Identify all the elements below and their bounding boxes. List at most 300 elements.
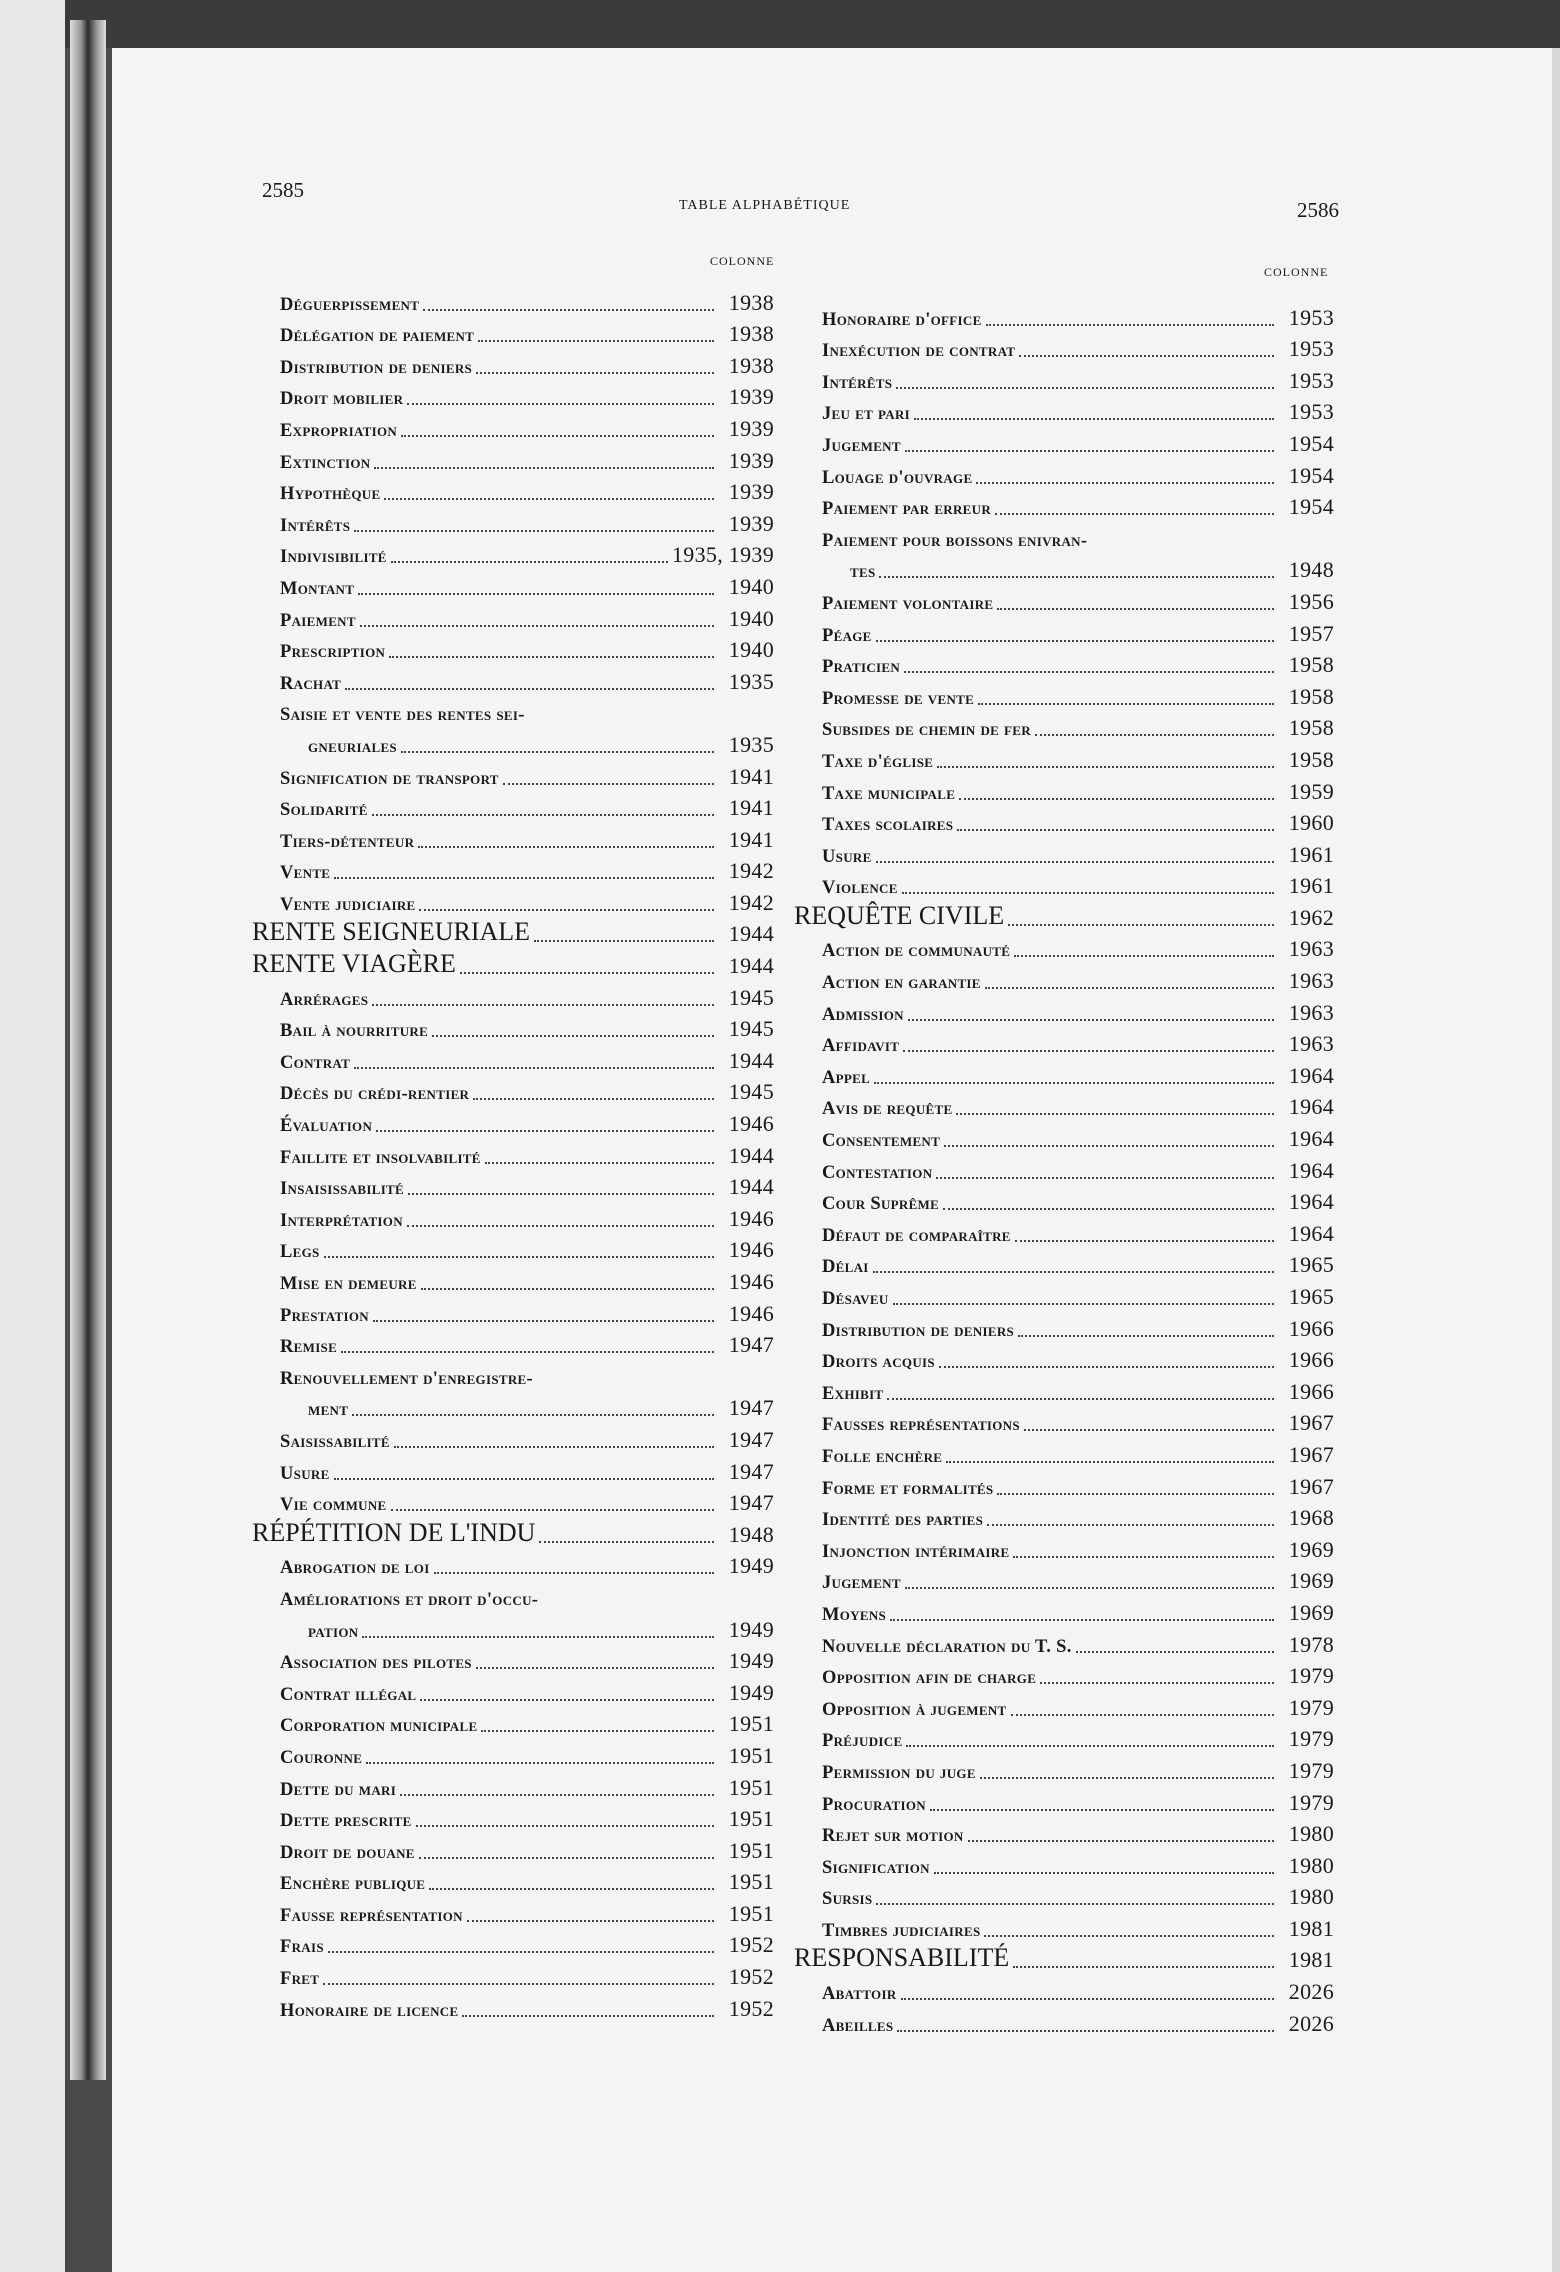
column-number: 1979 bbox=[1288, 1663, 1334, 1689]
entry-label: Enchère publique bbox=[280, 1874, 426, 1895]
column-number: 1945 bbox=[728, 984, 774, 1010]
index-entry bbox=[252, 1263, 774, 1295]
leader-dots bbox=[537, 1384, 714, 1385]
index-row bbox=[794, 2005, 1334, 2037]
leader-dots bbox=[408, 1192, 714, 1195]
leader-dots bbox=[943, 1207, 1274, 1210]
index-entry bbox=[794, 710, 1334, 742]
previous-page-edge bbox=[0, 0, 65, 2272]
index-entry bbox=[252, 821, 774, 853]
entry-label: Paiement bbox=[280, 610, 356, 631]
column-number: 1961 bbox=[1288, 841, 1334, 867]
index-entry bbox=[794, 1626, 1334, 1658]
column-number: 1944 bbox=[728, 1047, 774, 1073]
index-row bbox=[794, 647, 1334, 679]
index-entry bbox=[252, 600, 774, 632]
index-entry bbox=[794, 1184, 1334, 1216]
column-number: 1966 bbox=[1288, 1378, 1334, 1404]
column-number: 1947 bbox=[728, 1426, 774, 1452]
leader-dots bbox=[1024, 1428, 1274, 1431]
index-entry bbox=[252, 663, 774, 695]
index-row bbox=[794, 583, 1334, 615]
entry-label: Usure bbox=[280, 1463, 330, 1484]
leader-dots bbox=[968, 1839, 1274, 1842]
leader-dots bbox=[946, 1460, 1274, 1463]
entry-label: Forme et formalités bbox=[822, 1478, 994, 1499]
column-number: 1967 bbox=[1288, 1410, 1334, 1436]
column-number: 2026 bbox=[1288, 1979, 1334, 2005]
index-row bbox=[794, 1184, 1334, 1216]
index-entry bbox=[252, 379, 774, 411]
leader-dots bbox=[418, 845, 714, 848]
leader-dots bbox=[334, 1477, 714, 1480]
index-row bbox=[794, 1436, 1334, 1468]
column-number: 1947 bbox=[728, 1490, 774, 1516]
entry-label: Signification de transport bbox=[280, 768, 499, 789]
index-entry bbox=[794, 1310, 1334, 1342]
index-row bbox=[252, 1801, 774, 1833]
leader-dots bbox=[934, 1871, 1274, 1874]
column-number: 1945 bbox=[728, 1016, 774, 1042]
entry-label: Améliorations et droit d'occu- bbox=[280, 1589, 539, 1610]
index-entry bbox=[794, 1973, 1334, 2005]
index-row bbox=[252, 1769, 774, 1801]
leader-dots bbox=[1091, 546, 1274, 547]
leader-dots bbox=[419, 1856, 714, 1859]
index-entry-continuation bbox=[794, 552, 1334, 584]
index-entry bbox=[252, 1927, 774, 1959]
column-number: 1951 bbox=[728, 1742, 774, 1768]
index-row bbox=[794, 1626, 1334, 1658]
entry-label: Droit mobilier bbox=[280, 389, 404, 410]
entry-label: Dette prescrite bbox=[280, 1811, 412, 1832]
column-number: 1979 bbox=[1288, 1789, 1334, 1815]
index-row bbox=[794, 962, 1334, 994]
index-entry bbox=[252, 1832, 774, 1864]
index-row bbox=[794, 299, 1334, 331]
column-number: 1946 bbox=[728, 1205, 774, 1231]
entry-label: Taxes scolaires bbox=[822, 815, 954, 836]
index-row bbox=[794, 1594, 1334, 1626]
column-number: 1947 bbox=[728, 1395, 774, 1421]
index-entry bbox=[794, 331, 1334, 363]
index-row bbox=[252, 821, 774, 853]
leader-dots bbox=[1014, 954, 1274, 957]
leader-dots bbox=[876, 639, 1274, 642]
entry-label: Tiers-détenteur bbox=[280, 831, 415, 852]
column-number: 1939 bbox=[728, 384, 774, 410]
column-number: 1965 bbox=[1288, 1284, 1334, 1309]
index-entry bbox=[794, 1910, 1334, 1942]
column-number: 1964 bbox=[1288, 1220, 1334, 1246]
index-row bbox=[794, 1563, 1334, 1595]
index-row bbox=[252, 1169, 774, 1201]
leader-dots bbox=[902, 891, 1274, 894]
index-entry bbox=[794, 1120, 1334, 1152]
index-entry bbox=[252, 347, 774, 379]
leader-dots bbox=[401, 434, 714, 437]
entry-label: Couronne bbox=[280, 1747, 363, 1768]
leader-dots bbox=[324, 1255, 714, 1258]
entry-label: Violence bbox=[822, 878, 898, 899]
column-number: 1981 bbox=[1288, 1915, 1334, 1941]
index-entry bbox=[252, 1232, 774, 1264]
leader-dots bbox=[904, 670, 1274, 673]
entry-label: Contrat illégal bbox=[280, 1684, 417, 1705]
index-row bbox=[794, 773, 1334, 805]
column-number: 1939 bbox=[728, 510, 774, 536]
leader-dots bbox=[997, 1492, 1274, 1495]
page-title: TABLE ALPHABÉTIQUE bbox=[679, 198, 851, 213]
entry-label: Action de communauté bbox=[822, 941, 1011, 962]
entry-label: ment bbox=[308, 1400, 349, 1421]
entry-label: Renouvellement d'enregistre- bbox=[280, 1368, 533, 1389]
index-row bbox=[794, 741, 1334, 773]
index-entry bbox=[252, 1200, 774, 1232]
index-entry bbox=[794, 962, 1334, 994]
index-row bbox=[252, 1958, 774, 1990]
leader-dots bbox=[937, 765, 1274, 768]
leader-dots bbox=[391, 560, 668, 563]
entry-label: Opposition afin de charge bbox=[822, 1668, 1037, 1689]
entry-label: Nouvelle déclaration du T. S. bbox=[822, 1636, 1072, 1657]
index-row bbox=[794, 1816, 1334, 1848]
leader-dots bbox=[980, 1776, 1274, 1779]
column-number: 1953 bbox=[1288, 367, 1334, 393]
column-number: 1961 bbox=[1288, 873, 1334, 899]
column-number: 1949 bbox=[728, 1616, 774, 1642]
index-entry bbox=[252, 1485, 774, 1517]
entry-label: REQUÊTE CIVILE bbox=[794, 900, 1005, 930]
entry-label: Délégation de paiement bbox=[280, 326, 475, 347]
leader-dots bbox=[407, 1224, 714, 1227]
entry-label: Jugement bbox=[822, 1573, 901, 1594]
index-entry bbox=[794, 1026, 1334, 1058]
index-entry bbox=[794, 1594, 1334, 1626]
entry-label: Usure bbox=[822, 846, 872, 867]
column-number: 1952 bbox=[728, 1995, 774, 2021]
leader-dots bbox=[473, 1097, 714, 1100]
entry-label: Abeilles bbox=[822, 2015, 894, 2036]
index-entry bbox=[794, 1531, 1334, 1563]
column-number: 1938 bbox=[728, 289, 774, 315]
entry-label: Fausse représentation bbox=[280, 1905, 463, 1926]
leader-dots bbox=[874, 1081, 1274, 1084]
index-row bbox=[252, 1232, 774, 1264]
index-entry bbox=[794, 741, 1334, 773]
index-row bbox=[794, 1721, 1334, 1753]
index-entry bbox=[252, 1105, 774, 1137]
leader-dots bbox=[323, 1982, 714, 1985]
column-number: 1948 bbox=[1288, 557, 1334, 583]
index-entry bbox=[252, 1042, 774, 1074]
page-number-right: 2586 bbox=[1297, 198, 1339, 222]
index-entry bbox=[252, 1548, 774, 1580]
entry-label: Indivisibilité bbox=[280, 547, 387, 568]
column-number: 1980 bbox=[1288, 1821, 1334, 1847]
column-number: 1981 bbox=[1288, 1947, 1334, 1973]
page-right-edge bbox=[1552, 48, 1560, 2272]
entry-label: Association des pilotes bbox=[280, 1653, 472, 1674]
index-row bbox=[252, 1548, 774, 1580]
leader-dots bbox=[542, 1605, 714, 1606]
column-number: 1953 bbox=[1288, 399, 1334, 425]
index-entry bbox=[252, 1453, 774, 1485]
entry-label: Arrérages bbox=[280, 989, 369, 1010]
leader-dots bbox=[423, 308, 714, 311]
index-entry bbox=[252, 284, 774, 316]
leader-dots bbox=[876, 860, 1274, 863]
entry-label: Montant bbox=[280, 578, 355, 599]
entry-label: Prestation bbox=[280, 1305, 369, 1326]
viewer-top-bar bbox=[0, 0, 1560, 48]
leader-dots bbox=[416, 1824, 714, 1827]
index-row bbox=[794, 1468, 1334, 1500]
entry-label: Faillite et insolvabilité bbox=[280, 1147, 481, 1168]
column-number: 1960 bbox=[1288, 810, 1334, 836]
index-entry bbox=[252, 505, 774, 537]
column-number: 1979 bbox=[1288, 1726, 1334, 1752]
entry-label: Délai bbox=[822, 1257, 869, 1278]
page-number-left: 2585 bbox=[262, 178, 304, 202]
leader-dots bbox=[901, 1997, 1274, 2000]
column-number: 1959 bbox=[1288, 778, 1334, 804]
entry-label: Rachat bbox=[280, 673, 342, 694]
index-row bbox=[252, 1358, 774, 1390]
index-row bbox=[794, 678, 1334, 710]
index-row bbox=[794, 1689, 1334, 1721]
leader-dots bbox=[401, 750, 714, 753]
index-row bbox=[794, 1910, 1334, 1942]
entry-label: Vie commune bbox=[280, 1495, 387, 1516]
leader-dots bbox=[462, 2014, 714, 2017]
entry-label: Désaveu bbox=[822, 1289, 889, 1309]
index-row bbox=[252, 1485, 774, 1517]
leader-dots bbox=[985, 986, 1274, 989]
index-row bbox=[252, 884, 774, 916]
index-row bbox=[252, 1295, 774, 1327]
book-binding bbox=[70, 20, 106, 2080]
leader-dots bbox=[539, 1540, 714, 1543]
index-entry bbox=[794, 1816, 1334, 1848]
index-row bbox=[794, 1152, 1334, 1184]
entry-label: Droit de douane bbox=[280, 1842, 415, 1863]
index-row bbox=[252, 1011, 774, 1043]
index-entry bbox=[794, 1247, 1334, 1279]
leader-dots bbox=[358, 592, 714, 595]
index-row bbox=[252, 1579, 774, 1611]
index-entry bbox=[252, 1579, 774, 1611]
index-row bbox=[252, 1390, 774, 1422]
index-row bbox=[252, 979, 774, 1011]
index-entry bbox=[794, 583, 1334, 615]
entry-label: Paiement volontaire bbox=[822, 593, 994, 614]
leader-dots bbox=[476, 1666, 714, 1669]
index-entry bbox=[794, 1342, 1334, 1374]
entry-label: Rejet sur motion bbox=[822, 1826, 964, 1847]
entry-label: Affidavit bbox=[822, 1036, 900, 1057]
index-entry bbox=[794, 1752, 1334, 1784]
index-row bbox=[252, 758, 774, 790]
column-number: 1944 bbox=[728, 1174, 774, 1200]
index-row bbox=[794, 1500, 1334, 1532]
entry-label: Honoraire de licence bbox=[280, 2000, 459, 2021]
index-entry bbox=[794, 1563, 1334, 1595]
entry-label: Praticien bbox=[822, 657, 901, 678]
entry-label: Intérêts bbox=[280, 515, 351, 536]
index-entry bbox=[252, 1769, 774, 1801]
leader-dots bbox=[905, 1586, 1274, 1589]
entry-label: Saisie et vente des rentes sei- bbox=[280, 705, 525, 726]
column-number: 1942 bbox=[728, 858, 774, 884]
leader-dots bbox=[978, 702, 1274, 705]
index-entry bbox=[794, 1784, 1334, 1816]
column-number: 1946 bbox=[728, 1300, 774, 1326]
leader-dots bbox=[939, 1365, 1274, 1368]
column-number: 1978 bbox=[1288, 1631, 1334, 1657]
column-number: 1962 bbox=[1288, 904, 1334, 930]
leader-dots bbox=[372, 813, 714, 816]
column-number: 1947 bbox=[728, 1332, 774, 1358]
column-number: 1958 bbox=[1288, 715, 1334, 741]
index-entry bbox=[252, 1327, 774, 1359]
index-entry bbox=[252, 884, 774, 916]
leader-dots bbox=[1013, 1965, 1274, 1968]
entry-label: Jugement bbox=[822, 435, 901, 456]
leader-dots bbox=[503, 782, 714, 785]
leader-dots bbox=[1013, 1555, 1274, 1558]
index-entry bbox=[252, 1801, 774, 1833]
column-number: 1967 bbox=[1288, 1441, 1334, 1467]
entry-label: Interprétation bbox=[280, 1210, 403, 1231]
index-entry bbox=[252, 790, 774, 822]
index-row bbox=[794, 520, 1334, 552]
index-entry bbox=[252, 474, 774, 506]
column-number: 1951 bbox=[728, 1806, 774, 1832]
entry-label: Droits acquis bbox=[822, 1352, 935, 1373]
entry-label: pation bbox=[308, 1621, 359, 1642]
index-row bbox=[794, 1531, 1334, 1563]
entry-label: Folle enchère bbox=[822, 1446, 943, 1467]
column-number: 1954 bbox=[1288, 430, 1334, 456]
entry-label: Inexécution de contrat bbox=[822, 341, 1016, 362]
index-entry bbox=[252, 695, 774, 727]
index-entry-continuation bbox=[252, 1611, 774, 1643]
leader-dots bbox=[914, 417, 1274, 420]
leader-dots bbox=[534, 939, 714, 942]
leader-dots bbox=[976, 481, 1274, 484]
entry-label: Contestation bbox=[822, 1162, 933, 1183]
column-number: 1935, 1939 bbox=[672, 542, 774, 568]
leader-dots bbox=[354, 529, 714, 532]
index-row bbox=[794, 805, 1334, 837]
leader-dots bbox=[986, 323, 1274, 326]
entry-label: Déguerpissement bbox=[280, 294, 420, 315]
entry-label: Procuration bbox=[822, 1794, 926, 1815]
index-row bbox=[794, 931, 1334, 963]
leader-dots bbox=[987, 1523, 1274, 1526]
column-number: 1954 bbox=[1288, 494, 1334, 520]
index-row bbox=[252, 1074, 774, 1106]
column-number: 1967 bbox=[1288, 1473, 1334, 1499]
entry-label: Vente bbox=[280, 863, 331, 884]
index-row bbox=[252, 1263, 774, 1295]
column-number: 1963 bbox=[1288, 999, 1334, 1025]
index-row bbox=[794, 1942, 1334, 1974]
column-number: 1968 bbox=[1288, 1505, 1334, 1531]
entry-label: Taxe municipale bbox=[822, 783, 956, 804]
index-entry bbox=[794, 1373, 1334, 1405]
index-row bbox=[252, 568, 774, 600]
index-entry bbox=[794, 773, 1334, 805]
leader-dots bbox=[897, 2029, 1274, 2032]
entry-label: Appel bbox=[822, 1067, 871, 1088]
entry-label: Contrat bbox=[280, 1052, 351, 1073]
entry-label: tes bbox=[850, 562, 876, 583]
entry-label: Expropriation bbox=[280, 420, 398, 441]
index-row bbox=[252, 663, 774, 695]
leader-dots bbox=[434, 1571, 714, 1574]
leader-dots bbox=[432, 1034, 714, 1037]
column-number: 1951 bbox=[728, 1900, 774, 1926]
leader-dots bbox=[876, 1902, 1274, 1905]
leader-dots bbox=[372, 1003, 714, 1006]
entry-label: Extinction bbox=[280, 452, 371, 473]
index-row bbox=[252, 474, 774, 506]
entry-label: Solidarité bbox=[280, 800, 368, 821]
index-entry bbox=[252, 1074, 774, 1106]
index-entry bbox=[252, 853, 774, 885]
index-row bbox=[794, 1752, 1334, 1784]
index-row bbox=[252, 316, 774, 348]
column-number: 1963 bbox=[1288, 1031, 1334, 1057]
entry-label: Timbres judiciaires bbox=[822, 1920, 981, 1941]
index-row bbox=[252, 1200, 774, 1232]
column-number: 1953 bbox=[1288, 336, 1334, 362]
leader-dots bbox=[1018, 1334, 1274, 1337]
entry-label: Subsides de chemin de fer bbox=[822, 720, 1031, 741]
column-number: 1964 bbox=[1288, 1062, 1334, 1088]
leader-dots bbox=[362, 1635, 714, 1638]
entry-label: Décès du crédi-rentier bbox=[280, 1084, 470, 1105]
entry-label: Louage d'ouvrage bbox=[822, 467, 973, 488]
column-number: 1979 bbox=[1288, 1694, 1334, 1720]
leader-dots bbox=[366, 1761, 714, 1764]
leader-dots bbox=[930, 1808, 1274, 1811]
index-row bbox=[252, 1421, 774, 1453]
index-row bbox=[252, 347, 774, 379]
entry-label: Corporation municipale bbox=[280, 1716, 478, 1737]
index-row bbox=[794, 1057, 1334, 1089]
column-number: 1952 bbox=[728, 1932, 774, 1958]
index-entry bbox=[794, 678, 1334, 710]
column-number: 1939 bbox=[728, 415, 774, 441]
column-number: 1965 bbox=[1288, 1252, 1334, 1278]
column-number: 1963 bbox=[1288, 968, 1334, 994]
index-row bbox=[252, 1643, 774, 1675]
leader-dots bbox=[529, 720, 714, 721]
index-row bbox=[252, 853, 774, 885]
index-entry bbox=[794, 1057, 1334, 1089]
index-entry bbox=[252, 1358, 774, 1390]
leader-dots bbox=[407, 402, 714, 405]
entry-label: Permission du juge bbox=[822, 1762, 976, 1783]
leader-dots bbox=[467, 1919, 714, 1922]
entry-label: Promesse de vente bbox=[822, 688, 975, 709]
entry-label: Signification bbox=[822, 1857, 930, 1878]
index-row bbox=[794, 552, 1334, 584]
entry-label: Abrogation de loi bbox=[280, 1558, 430, 1579]
